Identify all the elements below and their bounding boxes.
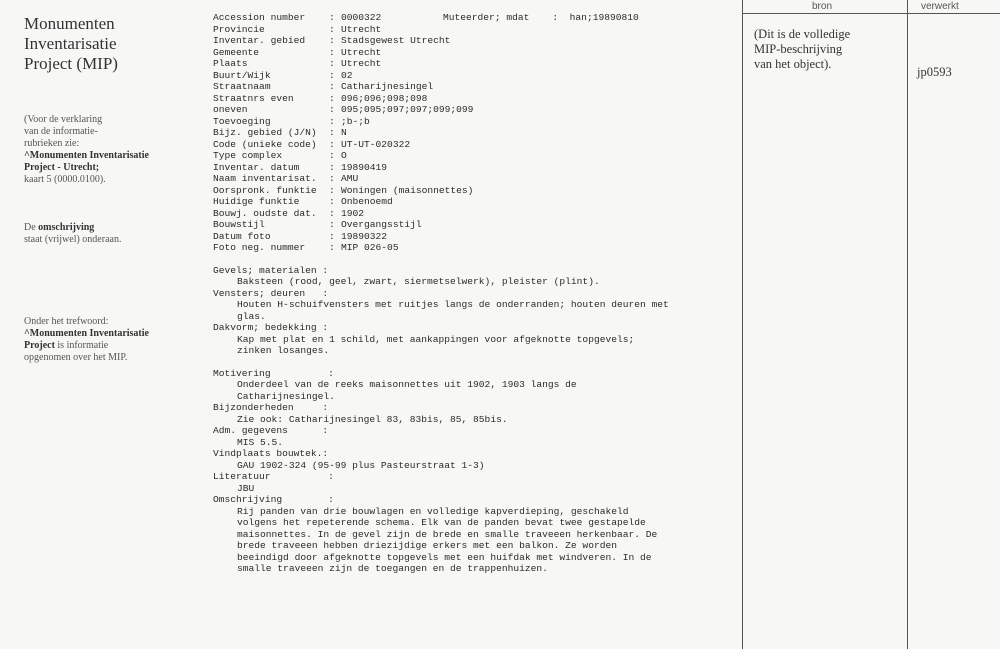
record-field-row	[213, 58, 733, 70]
field-label: Bijz. gebied (J/N)	[213, 127, 317, 138]
field-value: Woningen (maisonnettes)	[341, 184, 474, 196]
record-field-row	[213, 47, 733, 59]
bron-header: bron	[812, 1, 833, 12]
field-value: Catharijnesingel	[341, 81, 434, 92]
field-value: 02	[341, 69, 353, 81]
field-label: Buurt/Wijk	[213, 69, 271, 81]
record-field-row	[213, 70, 733, 82]
note-text: De	[24, 222, 39, 233]
field-value: O	[341, 150, 347, 161]
field-label: Plaats	[213, 58, 248, 69]
field-separator: :	[329, 115, 335, 127]
section-body: Baksteen (rood, geel, zwart, siermetselwerk), pleister (plint).	[237, 276, 600, 287]
field-label: Type complex	[213, 150, 283, 161]
bron-line: MIP-beschrijving	[754, 42, 843, 56]
section-body: MIS 5.5.	[237, 436, 284, 448]
bron-line: van het object).	[754, 57, 832, 71]
field-separator: :	[329, 46, 335, 58]
record-field-row	[213, 208, 733, 220]
mutator-info: Muteerder; mdat : han;19890810	[443, 12, 639, 23]
verwerkt-value: jp0593	[917, 65, 952, 79]
mutator-label: Muteerder; mdat	[443, 12, 530, 23]
section-body: Onderdeel van de reeks maisonnettes uit 1902, 1903 langs de Catharijnesingel.	[237, 379, 577, 402]
section-heading: Adm. gegevens :	[213, 425, 329, 436]
field-value: 19890322	[341, 230, 388, 242]
field-value: Overgangsstijl	[341, 219, 422, 230]
title-line: Monumenten	[24, 14, 115, 33]
note-bold-line: ^Monumenten Inventarisatie	[24, 150, 149, 161]
note-line: rubrieken zie:	[24, 138, 80, 149]
field-value: 19890419	[341, 161, 388, 173]
field-separator: :	[329, 127, 335, 138]
field-value: MIP 026-05	[341, 242, 399, 253]
field-separator: :	[329, 58, 335, 69]
record-field-row	[213, 185, 733, 197]
field-separator: :	[329, 150, 335, 161]
title-line: Inventarisatie	[24, 34, 117, 53]
note-bold-line: Project - Utrecht;	[24, 162, 100, 173]
field-separator: :	[329, 219, 335, 230]
section-heading: Bijzonderheden :	[213, 402, 329, 413]
reference-note	[24, 114, 184, 186]
record-field-row	[213, 242, 733, 254]
record-fields	[213, 12, 733, 254]
field-value: 0000322	[341, 12, 382, 23]
field-value: Utrecht	[341, 58, 382, 69]
record-field-row	[213, 116, 733, 128]
description-note	[24, 222, 184, 246]
section-heading: Vensters; deuren :	[213, 287, 329, 299]
field-label: Naam inventarisat.	[213, 173, 317, 184]
record-field-row	[213, 219, 733, 231]
field-label: Accession number	[213, 12, 306, 23]
field-separator: :	[329, 184, 335, 196]
field-separator: :	[329, 92, 335, 104]
bron-column-border	[742, 0, 743, 649]
bron-text	[754, 27, 894, 72]
field-label: Code (unieke code)	[213, 138, 317, 150]
field-label: Provincie	[213, 23, 265, 35]
field-value: Stadsgewest Utrecht	[341, 35, 451, 46]
section-heading: Omschrijving :	[213, 494, 334, 505]
verwerkt-column-border	[907, 0, 908, 649]
section-heading: Motivering :	[213, 367, 334, 379]
record-field-row	[213, 231, 733, 243]
section-heading: Vindplaats bouwtek.:	[213, 448, 329, 459]
note-line: Onder het trefwoord:	[24, 316, 109, 327]
section-body: Kap met plat en 1 schild, met aankappingen voor afgeknotte topgevels; zinken losanges.	[237, 333, 635, 356]
record-field-row	[213, 81, 733, 93]
section-body: Houten H-schuifvensters met ruitjes langs de onderranden; houten deuren met glas.	[237, 299, 669, 322]
field-separator: :	[329, 173, 335, 184]
field-separator: :	[329, 230, 335, 242]
note-line: (Voor de verklaring	[24, 114, 103, 125]
field-separator: :	[329, 69, 335, 81]
field-value: Utrecht	[341, 23, 382, 35]
keyword-note	[24, 316, 184, 364]
field-separator: :	[329, 81, 335, 92]
field-separator: :	[329, 35, 335, 46]
field-separator: :	[329, 242, 335, 253]
field-label: Gemeente	[213, 46, 260, 58]
field-value: Onbenoemd	[341, 196, 393, 207]
note-line: opgenomen over het MIP.	[24, 352, 128, 363]
field-separator: :	[329, 12, 335, 23]
page-title	[24, 14, 174, 74]
field-label: Datum foto	[213, 230, 271, 242]
field-label: Straatnaam	[213, 81, 271, 92]
note-line: van de informatie-	[24, 126, 98, 137]
field-separator: :	[329, 161, 335, 173]
section-body: JBU	[237, 482, 255, 494]
note-text: is informatie	[54, 340, 109, 351]
section-body: Zie ook: Catharijnesingel 83, 83bis, 85, 85bis.	[237, 413, 508, 425]
note-bold: omschrijving	[38, 222, 95, 233]
field-value: 095;095;097;097;099;099	[341, 104, 474, 115]
field-label: Straatnrs even	[213, 92, 294, 104]
field-value: 096;096;098;098	[341, 92, 428, 104]
record-field-row	[213, 196, 733, 208]
section-heading: Literatuur :	[213, 471, 334, 482]
record-field-row	[213, 24, 733, 36]
section-heading: Gevels; materialen :	[213, 264, 329, 276]
section-body: GAU 1902-324 (95-99 plus Pasteurstraat 1-3)	[237, 459, 485, 471]
record-field-row	[213, 150, 733, 162]
field-separator: :	[329, 138, 335, 150]
field-value: 1902	[341, 207, 365, 219]
note-line: staat (vrijwel) onderaan.	[24, 234, 122, 245]
record-field-row	[213, 93, 733, 105]
field-label: Inventar. datum	[213, 161, 300, 173]
field-separator: :	[329, 104, 335, 115]
record-sections-b	[213, 368, 733, 575]
field-value: Utrecht	[341, 46, 382, 58]
record-field-row	[213, 173, 733, 185]
field-label: Huidige funktie	[213, 196, 300, 207]
field-separator: :	[329, 196, 335, 207]
mutator-value: han;19890810	[569, 12, 639, 23]
field-label: oneven	[213, 104, 248, 115]
record-field-row	[213, 127, 733, 139]
field-label: Inventar. gebied	[213, 35, 306, 46]
field-label: Bouwstijl	[213, 219, 265, 230]
field-value: ;b-;b	[341, 115, 370, 127]
section-heading: Dakvorm; bedekking :	[213, 322, 329, 333]
field-value: N	[341, 127, 347, 138]
section-body: Rij panden van drie bouwlagen en volledige kapverdieping, geschakeld volgens het repeterende schema. Elk van de panden bevat twee gestapelde maisonnettes. In de gevel zijn de brede en smalle traveeen herkenbaar. De brede traveeen hebben driezijdige erkers met een balkon. Ze worden beeindigd door afgeknotte topgevels met een huifdak met windveren. In de smalle traveeen zijn de toegangen en de trappenhuizen.	[237, 505, 658, 574]
field-label: Toevoeging	[213, 115, 271, 127]
record-field-row	[213, 35, 733, 47]
field-value: UT-UT-020322	[341, 138, 411, 150]
verwerkt-header: verwerkt	[921, 1, 959, 12]
monument-record	[213, 12, 733, 575]
field-value: AMU	[341, 173, 359, 184]
field-label: Oorspronk. funktie	[213, 184, 317, 196]
field-separator: :	[329, 23, 335, 35]
field-label: Foto neg. nummer	[213, 242, 306, 253]
note-bold-line: ^Monumenten Inventarisatie	[24, 328, 149, 339]
header-rule	[742, 13, 1000, 14]
record-field-row	[213, 139, 733, 151]
field-label: Bouwj. oudste dat.	[213, 207, 317, 219]
record-sections-a	[213, 265, 733, 357]
record-field-row	[213, 162, 733, 174]
record-field-row	[213, 104, 733, 116]
field-separator: :	[329, 207, 335, 219]
title-line: Project (MIP)	[24, 54, 118, 73]
bron-line: (Dit is de volledige	[754, 27, 851, 41]
note-line: kaart 5 (0000.0100).	[24, 174, 106, 185]
note-bold-line: Project	[24, 340, 55, 351]
